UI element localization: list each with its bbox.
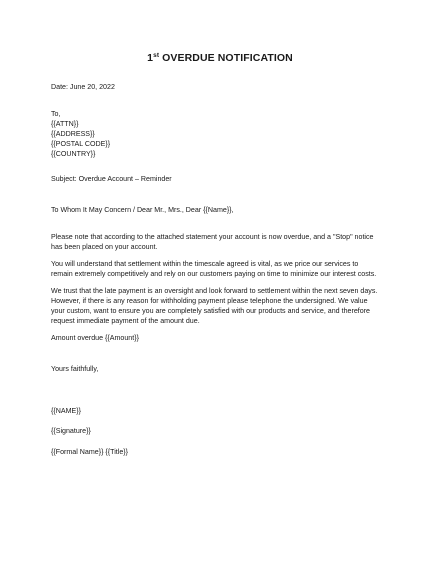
paragraph1-line2: has been placed on your account. bbox=[51, 243, 158, 251]
letter-title bbox=[0, 52, 440, 64]
paragraph3-line4: request immediate payment of the amount due. bbox=[51, 317, 200, 325]
title-ordinal-suffix: st bbox=[153, 52, 160, 59]
amount-overdue: Amount overdue {{Amount}} bbox=[51, 334, 139, 342]
address-postal-code: {{POSTAL CODE}} bbox=[51, 140, 111, 148]
signer-name: {{NAME}} bbox=[51, 407, 81, 415]
paragraph3-line3: your custom, want to ensure you are completely satisfied with our products and service, and therefore bbox=[51, 307, 370, 315]
address-country: {{COUNTRY}} bbox=[51, 150, 96, 158]
address-attn: {{ATTN}} bbox=[51, 120, 79, 128]
closing: Yours faithfully, bbox=[51, 365, 99, 373]
signature-placeholder: {{Signature}} bbox=[51, 427, 91, 435]
letter-date: Date: June 20, 2022 bbox=[51, 83, 115, 91]
title-text: OVERDUE NOTIFICATION bbox=[159, 52, 293, 64]
title-number: 1 bbox=[147, 52, 154, 64]
letter-subject: Subject: Overdue Account – Reminder bbox=[51, 175, 172, 183]
paragraph3-line1: We trust that the late payment is an oversight and look forward to settlement within the next seven days. bbox=[51, 287, 378, 295]
paragraph2-line1: You will understand that settlement within the timescale agreed is vital, as we price our services to bbox=[51, 260, 359, 268]
to-label: To, bbox=[51, 110, 61, 118]
paragraph2-line2: remain extremely competitively and rely on our customers paying on time to minimize our interest costs. bbox=[51, 270, 377, 278]
letter-salutation: To Whom It May Concern / Dear Mr., Mrs., Dear {{Name}}, bbox=[51, 206, 234, 214]
address-street: {{ADDRESS}} bbox=[51, 130, 95, 138]
formal-name-title: {{Formal Name}} {{Title}} bbox=[51, 448, 129, 456]
paragraph1-line1: Please note that according to the attached statement your account is now overdue, and a "Stop" notice bbox=[51, 233, 374, 241]
paragraph3-line2: However, if there is any reason for withholding payment please telephone the undersigned. We value bbox=[51, 297, 368, 305]
